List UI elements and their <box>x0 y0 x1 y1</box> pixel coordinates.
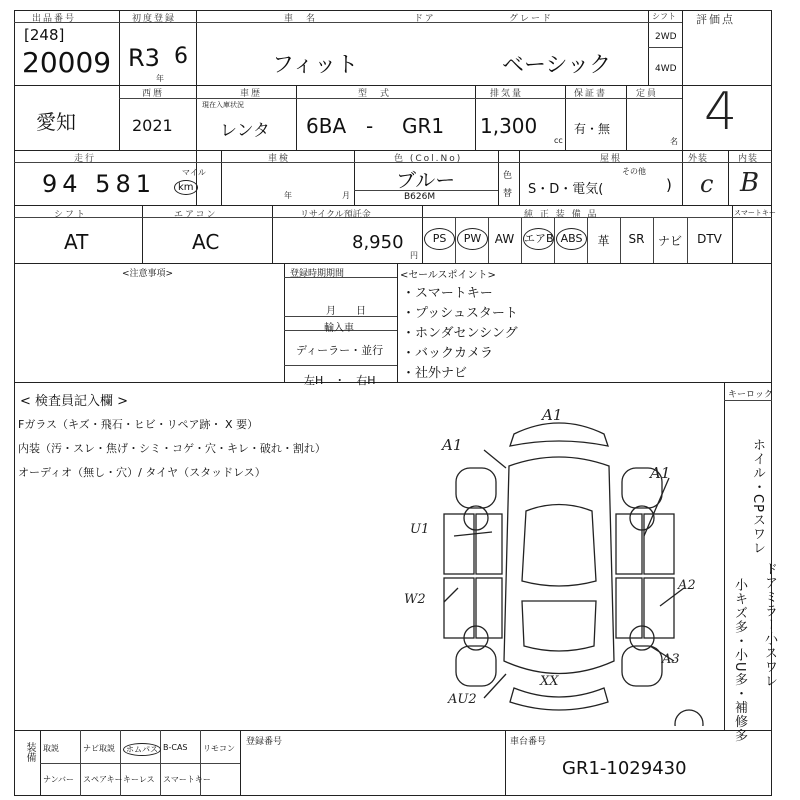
side-note-2: ドアミラー小スワレ <box>762 562 777 688</box>
lot-number: 20009 <box>22 46 112 79</box>
record-date: 月 日 <box>326 306 366 317</box>
keyless-label: スマートキー <box>734 209 776 217</box>
inspector-line-2: 内装（汚・スレ・焦げ・シミ・コゲ・穴・キレ・破れ・割れ） <box>18 442 326 455</box>
chassis-label: 車台番号 <box>510 737 547 747</box>
option-8: DTV <box>697 232 722 246</box>
exterior-grade: c <box>700 170 714 198</box>
roof-close: ) <box>666 176 672 194</box>
reg-label: 初度登録 <box>132 14 177 24</box>
mileage: 94 581 <box>42 170 156 198</box>
reg-month: 6 <box>174 44 188 69</box>
shift: AT <box>64 230 89 254</box>
chassis-number: GR1-1029430 <box>562 758 687 779</box>
footer-item: スペアキー <box>83 775 123 784</box>
inspector-line-3: オーディオ（無し・穴）/ タイヤ（スタッドレス） <box>18 466 266 479</box>
reg-era: R3 <box>128 44 160 72</box>
exterior-label: 外装 <box>688 154 709 164</box>
inspection-month: 月 <box>342 191 350 200</box>
side-note-1: ホイル・CPスワレ <box>750 438 765 555</box>
color: ブルー <box>396 168 456 192</box>
door-label: ドア <box>414 14 436 24</box>
reg-no-label: 登録番号 <box>246 737 283 747</box>
ac-label: エアコン <box>174 210 218 220</box>
shift-label: シフト <box>54 210 88 220</box>
mark-right-bottom: A3 <box>662 652 680 667</box>
recycle-unit: 円 <box>410 251 418 260</box>
footer-item: B-CAS <box>163 743 188 752</box>
model-code: GR1 <box>402 114 445 138</box>
sales-label: <セールスポイント> <box>400 270 496 281</box>
usage: レンタ <box>220 121 270 141</box>
mile-unit: マイル <box>182 168 206 177</box>
side-note-3: 小キズ多・小U多・補修多 <box>732 578 747 743</box>
color-change-1: 色 <box>503 171 513 181</box>
roof-options: S・D・電気( <box>528 182 604 197</box>
lot-label: 出品番号 <box>32 14 77 24</box>
mark-front-left: A1 <box>442 436 463 454</box>
mark-rear-left: AU2 <box>448 692 477 707</box>
year: 2021 <box>132 116 173 135</box>
sales-point: ・スマートキー <box>402 286 493 301</box>
recycle-label: リサイクル預託金 <box>300 210 371 220</box>
footer-item: 取説 <box>43 744 59 753</box>
drive-4wd: 4WD <box>655 64 677 74</box>
cc-label: 排気量 <box>490 89 524 99</box>
footer-item: スマートキー <box>163 775 211 784</box>
warranty: 有・無 <box>574 122 611 136</box>
capacity-unit: 名 <box>670 137 678 146</box>
shift-label-top: シフト <box>652 12 676 21</box>
sales-point: ・プッシュスタート <box>402 306 518 321</box>
mileage-label: 走行 <box>74 154 97 164</box>
warranty-label: 保証書 <box>574 89 608 99</box>
grade: ベーシック <box>502 53 612 78</box>
inspector-line-1: Fガラス（キズ・飛石・ヒビ・リペア跡・ X 要） <box>18 418 259 431</box>
mark-front-right: A1 <box>650 464 671 482</box>
car-name: フィット <box>272 53 359 78</box>
record-label: 登録時期期間 <box>290 269 345 279</box>
option-4: ABS <box>556 228 587 250</box>
model-prefix: 6BA <box>306 114 347 138</box>
name-label: 車 名 <box>284 14 318 24</box>
model-label: 型 式 <box>358 89 392 99</box>
option-1: PW <box>457 228 488 250</box>
grade-label: グレード <box>509 14 554 24</box>
import-label: 輸入車 <box>324 323 354 334</box>
option-7: ナビ <box>657 234 682 248</box>
score: 4 <box>704 82 738 142</box>
dealer: ディーラー・並行 <box>296 344 384 357</box>
inspection-year: 年 <box>284 191 292 200</box>
footer-item: ホムパス <box>123 743 161 756</box>
option-5: 革 <box>597 234 610 248</box>
keylock-label: キーロック <box>728 390 773 400</box>
mark-left-front-door: U1 <box>410 522 430 537</box>
sales-point: ・ホンダセンシング <box>402 326 518 341</box>
year-label: 西暦 <box>142 89 165 99</box>
drive-2wd: 2WD <box>655 32 677 42</box>
sales-point: ・社外ナビ <box>402 366 468 381</box>
mark-left-rear: W2 <box>404 592 426 607</box>
footer-item: リモコン <box>203 744 235 753</box>
recycle: 8,950 <box>352 232 404 253</box>
ac: AC <box>192 230 220 254</box>
color-change-2: 替 <box>503 189 513 199</box>
option-3: エアB <box>523 228 554 250</box>
sales-point: ・バックカメラ <box>402 346 494 361</box>
cc-unit: cc <box>554 136 563 145</box>
steering: 左H ・ 右H <box>304 374 376 387</box>
car-damage-diagram <box>414 406 704 726</box>
caution-label: <注意事項> <box>122 269 174 279</box>
km-unit: km <box>174 180 198 195</box>
option-0: PS <box>424 228 455 250</box>
footer-label: 装備 <box>24 742 35 762</box>
inspector-title: < 検査員記入欄 > <box>20 394 129 409</box>
mark-front: A1 <box>542 406 563 424</box>
usage-label: 車歴 <box>240 89 263 99</box>
reg-suffix: 年 <box>156 74 164 83</box>
mark-right-rear: A2 <box>678 578 696 593</box>
inspection-label: 車検 <box>268 154 291 164</box>
footer-item: ナンバー <box>43 775 75 784</box>
cc: 1,300 <box>480 114 538 138</box>
option-2: AW <box>494 232 515 246</box>
lot-prefix: [248] <box>24 26 65 44</box>
usage-sub: 現在入庫状況 <box>202 101 244 109</box>
option-6: SR <box>628 232 645 246</box>
equip-label: 純 正 装 備 品 <box>524 210 599 220</box>
color-code: B626M <box>404 192 436 202</box>
interior-label: 内装 <box>738 154 759 164</box>
mark-trunk: XX <box>540 674 559 689</box>
roof-other: その他 <box>622 167 646 176</box>
footer-item: ナビ取説 <box>83 744 115 753</box>
capacity-label: 定員 <box>636 89 659 99</box>
roof-label: 屋根 <box>600 154 623 164</box>
region: 愛知 <box>36 110 76 134</box>
interior-grade: B <box>740 168 760 198</box>
auction-sheet <box>14 10 777 796</box>
model-dash: - <box>366 114 374 138</box>
color-label: 色 (Col.No) <box>394 154 463 164</box>
score-label: 評価点 <box>696 13 735 26</box>
footer-item: キーレス <box>123 775 155 784</box>
